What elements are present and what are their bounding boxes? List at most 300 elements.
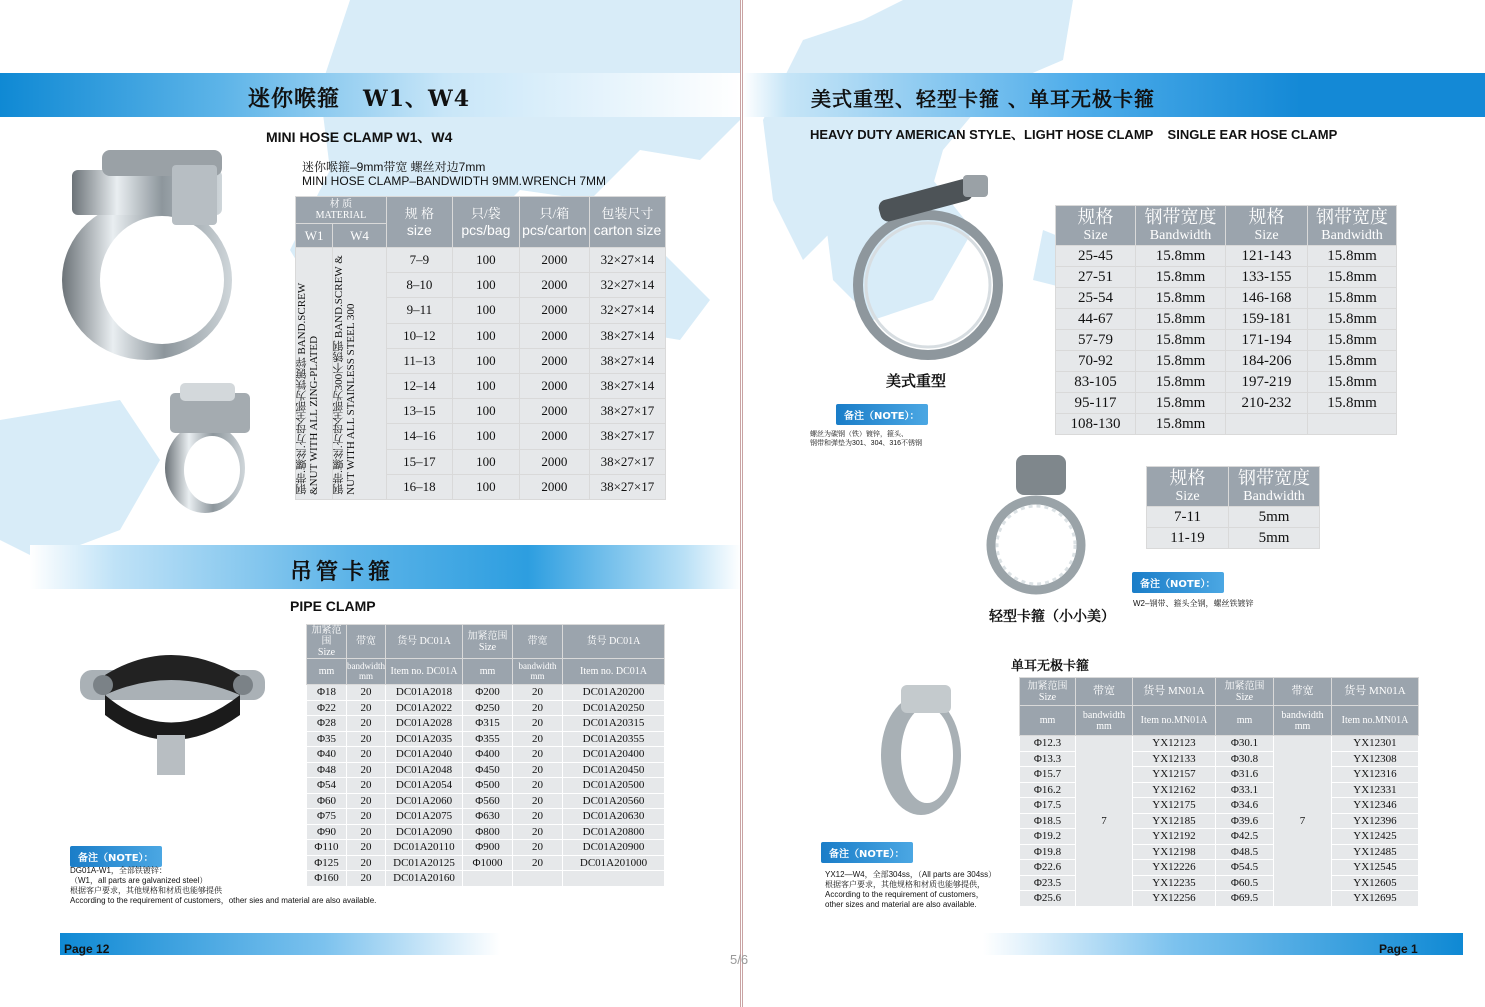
table-row — [307, 731, 665, 747]
table-row — [1056, 309, 1397, 330]
table-cell: 8–10 — [386, 273, 452, 298]
table-cell: 20 — [347, 855, 386, 871]
table-cell: 20 — [347, 871, 386, 887]
table-cell: Φ39.6 — [1216, 813, 1274, 829]
pipe-clamp-image — [75, 640, 270, 780]
table-cell: 20 — [513, 855, 563, 871]
w1-material-text: 钢带.螺丝.方母全部为铁镀锌 BAND.SCREW &NUT WITH ALL ZING-PLATED — [296, 283, 320, 495]
table-cell: Φ17.5 — [1020, 798, 1076, 814]
table-cell: YX12485 — [1332, 844, 1419, 860]
table-cell: 15.8mm — [1136, 267, 1226, 288]
table-row — [307, 700, 665, 716]
table-row — [307, 793, 665, 809]
table-cell: 20 — [347, 824, 386, 840]
table-cell: 121-143 — [1226, 246, 1308, 267]
table-cell: 32×27×14 — [589, 273, 665, 298]
table-cell: 100 — [452, 399, 519, 424]
table-cell: 15.8mm — [1308, 267, 1397, 288]
table-row — [307, 747, 665, 763]
header-pcs-carton: 只/箱 pcs/carton — [519, 197, 589, 248]
note2-label: 备注（NOTE）： — [1132, 572, 1224, 593]
heavy-duty-table — [1055, 205, 1397, 435]
table-cell: 2000 — [519, 273, 589, 298]
table-cell: Φ42.5 — [1216, 829, 1274, 845]
single-ear-title: 单耳无极卡箍 — [1011, 659, 1090, 674]
h-band-2: 带宽 — [1274, 678, 1332, 706]
table-cell: 5mm — [1229, 507, 1320, 528]
table-cell: Φ315 — [463, 716, 513, 732]
pipe-clamp-title: 吊管卡箍 — [290, 559, 395, 585]
h-range-2: 加紧范围 Size — [463, 625, 513, 659]
table-cell: 83-105 — [1056, 372, 1136, 393]
h-item-2: 货号 DC01A — [563, 625, 665, 659]
table-cell: DC01A2054 — [386, 778, 463, 794]
table-cell: 38×27×14 — [589, 348, 665, 373]
header-w4: W4 — [333, 224, 387, 248]
pipe-clamp-table — [306, 624, 665, 887]
table-cell: DC01A2075 — [386, 809, 463, 825]
table-cell: YX12605 — [1332, 875, 1419, 891]
table-cell: 10–12 — [386, 323, 452, 348]
table-cell: 15.8mm — [1136, 372, 1226, 393]
table-cell: Φ400 — [463, 747, 513, 763]
table-cell: 100 — [452, 474, 519, 499]
header-size: 规 格 size — [386, 197, 452, 248]
table-cell: 2000 — [519, 298, 589, 323]
light-clamp-caption: 轻型卡箍（小小美） — [989, 609, 1115, 625]
table-cell: YX12695 — [1332, 891, 1419, 907]
table-cell: 20 — [513, 840, 563, 856]
h-band: 带宽 — [1076, 678, 1133, 706]
table-cell: 15.8mm — [1308, 372, 1397, 393]
table-cell: YX12396 — [1332, 813, 1419, 829]
table-cell: 146-168 — [1226, 288, 1308, 309]
table-cell: 15.8mm — [1136, 288, 1226, 309]
single-ear-clamp-image — [871, 680, 966, 820]
table-cell: 2000 — [519, 399, 589, 424]
table-cell: YX12545 — [1332, 860, 1419, 876]
table-cell: 100 — [452, 348, 519, 373]
h-bw: bandwidth mm — [347, 659, 386, 685]
table-cell: Φ30.8 — [1216, 751, 1274, 767]
table-cell: 171-194 — [1226, 330, 1308, 351]
table-cell: 100 — [452, 298, 519, 323]
h-bw-2: bandwidth mm — [1274, 706, 1332, 736]
page-indicator: 5/6 — [730, 952, 749, 967]
note1-label: 备注（NOTE）： — [836, 404, 928, 425]
table-cell: Φ33.1 — [1216, 782, 1274, 798]
table-cell: Φ31.6 — [1216, 767, 1274, 783]
table-cell: 20 — [513, 793, 563, 809]
table-cell: 100 — [452, 248, 519, 273]
table-cell: DC01A20900 — [563, 840, 665, 856]
page-title: 美式重型、轻型卡箍 、单耳无极卡箍 — [811, 87, 1155, 111]
note2-text: W2–钢带、箍头全钢，螺丝铁镀锌 — [1133, 599, 1254, 608]
table-cell: DC01A20125 — [386, 855, 463, 871]
table-cell — [563, 871, 665, 887]
table-cell: 20 — [513, 700, 563, 716]
table-cell: YX12425 — [1332, 829, 1419, 845]
table-cell: 32×27×14 — [589, 248, 665, 273]
table-cell: YX12226 — [1133, 860, 1216, 876]
table-cell: 2000 — [519, 373, 589, 398]
table-cell: 32×27×14 — [589, 298, 665, 323]
table-cell: Φ900 — [463, 840, 513, 856]
table-cell: 100 — [452, 323, 519, 348]
table-cell: 38×27×14 — [589, 373, 665, 398]
table-cell: Φ1000 — [463, 855, 513, 871]
table-cell: Φ16.2 — [1020, 782, 1076, 798]
table-cell: 15.8mm — [1136, 246, 1226, 267]
table-cell: 210-232 — [1226, 393, 1308, 414]
table-cell: DC01A20800 — [563, 824, 665, 840]
table-cell: 38×27×17 — [589, 424, 665, 449]
table-cell: 20 — [513, 685, 563, 701]
table-cell: 100 — [452, 424, 519, 449]
h-item: 货号 MN01A — [1133, 678, 1216, 706]
table-cell — [1226, 414, 1308, 435]
table-cell: YX12308 — [1332, 751, 1419, 767]
table-row — [1056, 246, 1397, 267]
table-cell: Φ25.6 — [1020, 891, 1076, 907]
table-cell: 20 — [513, 716, 563, 732]
table-cell: 15.8mm — [1136, 351, 1226, 372]
table-cell: DC01A2018 — [386, 685, 463, 701]
table-cell: 20 — [347, 793, 386, 809]
note-text: DG01A-W1，全部铁镀锌： （W1，all parts are galvanized steel） 根据客户要求，其他规格和材质也能够提供 According to the requirement of customers，other sies and material are also available. — [70, 866, 377, 905]
table-row — [307, 762, 665, 778]
table-cell — [463, 871, 513, 887]
table-cell: DC01A2048 — [386, 762, 463, 778]
h-bandwidth-2: 钢带宽度 Bandwidth — [1308, 206, 1397, 246]
table-row — [1147, 528, 1320, 549]
table-cell: 20 — [347, 762, 386, 778]
h-item: 货号 DC01A — [386, 625, 463, 659]
table-cell: 15.8mm — [1308, 351, 1397, 372]
table-cell: DC01A20200 — [563, 685, 665, 701]
table-cell: DC01A201000 — [563, 855, 665, 871]
h-item-en: Item no. DC01A — [386, 659, 463, 685]
table-cell: 100 — [452, 449, 519, 474]
heavy-duty-clamp-image — [853, 175, 1003, 365]
table-cell: 15.8mm — [1136, 330, 1226, 351]
w1-material-cell — [296, 248, 333, 500]
table-cell: 44-67 — [1056, 309, 1136, 330]
table-cell: Φ500 — [463, 778, 513, 794]
table-cell: 20 — [513, 778, 563, 794]
table-cell: Φ200 — [463, 685, 513, 701]
table-cell: 20 — [513, 747, 563, 763]
table-cell: 2000 — [519, 348, 589, 373]
table-cell: 20 — [347, 716, 386, 732]
table-cell: Φ90 — [307, 824, 347, 840]
table-cell: 16–18 — [386, 474, 452, 499]
table-cell: Φ355 — [463, 731, 513, 747]
table-cell: 20 — [513, 824, 563, 840]
table-cell: Φ60 — [307, 793, 347, 809]
right-page — [742, 0, 1485, 1007]
pipe-clamp-subtitle: PIPE CLAMP — [290, 598, 376, 614]
note-label: 备注（NOTE）： — [70, 846, 162, 867]
h-range-2: 加紧范围 Size — [1216, 678, 1274, 706]
table-cell: DC01A20110 — [386, 840, 463, 856]
table-cell: Φ250 — [463, 700, 513, 716]
table-cell: Φ22.6 — [1020, 860, 1076, 876]
table-cell: DC01A2090 — [386, 824, 463, 840]
table-cell: 20 — [347, 747, 386, 763]
table-cell: 15.8mm — [1308, 246, 1397, 267]
table-cell: Φ13.3 — [1020, 751, 1076, 767]
table-row — [307, 716, 665, 732]
h-item-en-2: Item no.MN01A — [1332, 706, 1419, 736]
note3-text: YX12—W4，全部304ss，（All parts are 304ss） 根据客户要求，其他规格和材质也能够提供， According to the requirement of customers， other sizes and material are also available. — [825, 870, 997, 909]
h-size: 规格 Size — [1056, 206, 1136, 246]
table-cell: Φ69.5 — [1216, 891, 1274, 907]
table-cell: 20 — [347, 700, 386, 716]
left-page — [0, 0, 741, 1007]
table-row — [1056, 267, 1397, 288]
table-cell: 133-155 — [1226, 267, 1308, 288]
table-cell: YX12192 — [1133, 829, 1216, 845]
table-cell: 20 — [347, 809, 386, 825]
table-row — [307, 840, 665, 856]
table-cell: 20 — [347, 685, 386, 701]
table-cell: Φ48.5 — [1216, 844, 1274, 860]
table-cell: 20 — [347, 840, 386, 856]
table-row — [307, 685, 665, 701]
header-w1: W1 — [296, 224, 333, 248]
table-cell: DC01A2028 — [386, 716, 463, 732]
h-band-2: 带宽 — [513, 625, 563, 659]
table-cell: YX12175 — [1133, 798, 1216, 814]
header-pcs-bag: 只/袋 pcs/bag — [452, 197, 519, 248]
table-cell: 14–16 — [386, 424, 452, 449]
table-cell: Φ30.1 — [1216, 736, 1274, 752]
table-cell: YX12198 — [1133, 844, 1216, 860]
h-bandwidth: 钢带宽度 Bandwidth — [1136, 206, 1226, 246]
table-cell: DC01A20355 — [563, 731, 665, 747]
h-mm: mm — [1020, 706, 1076, 736]
table-cell: DC01A2060 — [386, 793, 463, 809]
table-cell: 25-54 — [1056, 288, 1136, 309]
h-item-en: Item no.MN01A — [1133, 706, 1216, 736]
table-cell: 20 — [513, 809, 563, 825]
h-bandwidth: 钢带宽度 Bandwidth — [1229, 467, 1320, 507]
table-cell: 20 — [513, 762, 563, 778]
table-cell: Φ630 — [463, 809, 513, 825]
note3-label: 备注（NOTE）： — [821, 842, 913, 863]
table-cell — [513, 871, 563, 887]
table-cell: Φ54.5 — [1216, 860, 1274, 876]
table-row — [1056, 351, 1397, 372]
table-cell: YX12316 — [1332, 767, 1419, 783]
table-cell: Φ28 — [307, 716, 347, 732]
footer-bar — [60, 933, 500, 955]
table-cell: 95-117 — [1056, 393, 1136, 414]
table-cell: DC01A2035 — [386, 731, 463, 747]
table-cell: 20 — [347, 731, 386, 747]
table-cell: Φ160 — [307, 871, 347, 887]
table-cell: Φ22 — [307, 700, 347, 716]
table-cell: 11–13 — [386, 348, 452, 373]
table-cell: 20 — [347, 778, 386, 794]
table-cell: Φ40 — [307, 747, 347, 763]
table-cell: YX12301 — [1332, 736, 1419, 752]
h-mm: mm — [307, 659, 347, 685]
table-cell: 197-219 — [1226, 372, 1308, 393]
table-cell: DC01A20160 — [386, 871, 463, 887]
description-en: MINI HOSE CLAMP–BANDWIDTH 9MM.WRENCH 7MM — [302, 174, 607, 188]
table-row — [1056, 414, 1397, 435]
table-row — [307, 778, 665, 794]
mini-hose-clamp-image — [52, 140, 252, 370]
table-cell: 70-92 — [1056, 351, 1136, 372]
table-cell: Φ18 — [307, 685, 347, 701]
single-ear-table — [1019, 677, 1419, 907]
h-range: 加紧范围 Size — [1020, 678, 1076, 706]
page-title: 迷你喉箍 W1、W4 — [248, 86, 471, 112]
mini-clamp-table — [295, 196, 666, 500]
table-cell: 2000 — [519, 248, 589, 273]
subtitle: MINI HOSE CLAMP W1、W4 — [266, 129, 453, 145]
h-bw: bandwidth mm — [1076, 706, 1133, 736]
table-cell: DC01A2040 — [386, 747, 463, 763]
table-cell: Φ15.7 — [1020, 767, 1076, 783]
light-clamp-table — [1146, 466, 1320, 549]
h-range: 加紧范围 Size — [307, 625, 347, 659]
table-cell: 2000 — [519, 323, 589, 348]
heavy-duty-caption: 美式重型 — [886, 372, 947, 390]
table-cell: Φ450 — [463, 762, 513, 778]
table-cell: Φ110 — [307, 840, 347, 856]
table-cell: DC01A20250 — [563, 700, 665, 716]
table-cell: YX12235 — [1133, 875, 1216, 891]
table-cell: 9–11 — [386, 298, 452, 323]
table-cell: 7-11 — [1147, 507, 1229, 528]
table-cell: 2000 — [519, 424, 589, 449]
w4-material-text: 钢带.螺丝.方母全部为300不锈钢 BAND.SCREW & NUT WITH ALL STAINLESS STEEL 300 — [333, 255, 358, 495]
description-cn: 迷你喉箍–9mm带宽 螺丝对边7mm — [302, 160, 486, 174]
table-row — [1147, 507, 1320, 528]
table-cell: 27-51 — [1056, 267, 1136, 288]
table-cell: 15.8mm — [1308, 330, 1397, 351]
table-row — [296, 248, 666, 273]
table-cell: Φ60.5 — [1216, 875, 1274, 891]
table-row — [1056, 393, 1397, 414]
table-cell: DC01A2022 — [386, 700, 463, 716]
table-cell: 11-19 — [1147, 528, 1229, 549]
h-mm-2: mm — [463, 659, 513, 685]
table-cell: Φ23.5 — [1020, 875, 1076, 891]
page-number: Page 12 — [64, 942, 110, 956]
h-band: 带宽 — [347, 625, 386, 659]
mini-hose-clamp-small-image — [160, 378, 255, 518]
table-cell: YX12256 — [1133, 891, 1216, 907]
bandwidth-cell: 7 — [1076, 736, 1133, 907]
table-cell: Φ18.5 — [1020, 813, 1076, 829]
table-cell: Φ35 — [307, 731, 347, 747]
table-cell: 100 — [452, 373, 519, 398]
table-row — [1056, 288, 1397, 309]
table-cell: 20 — [513, 731, 563, 747]
h-item-2: 货号 MN01A — [1332, 678, 1419, 706]
header-carton-size: 包装尺寸 carton size — [589, 197, 665, 248]
h-size: 规格 Size — [1147, 467, 1229, 507]
table-row — [307, 809, 665, 825]
note1-text: 螺丝为碳钢（铁）镀锌，箍头、 钢带和弹垫为301、304、316不锈钢 — [810, 431, 923, 447]
table-cell: 108-130 — [1056, 414, 1136, 435]
table-cell: DC01A20315 — [563, 716, 665, 732]
table-cell: YX12346 — [1332, 798, 1419, 814]
table-cell: YX12133 — [1133, 751, 1216, 767]
page-number: Page 1 — [1379, 942, 1418, 956]
table-cell: Φ19.2 — [1020, 829, 1076, 845]
header-material: 材 质 MATERIAL — [296, 197, 387, 224]
table-cell: 2000 — [519, 449, 589, 474]
table-cell: 5mm — [1229, 528, 1320, 549]
bandwidth-cell: 7 — [1274, 736, 1332, 907]
light-clamp-image — [981, 450, 1091, 600]
table-cell: DC01A20500 — [563, 778, 665, 794]
table-row — [1056, 372, 1397, 393]
table-cell: 15.8mm — [1136, 393, 1226, 414]
table-cell: YX12162 — [1133, 782, 1216, 798]
table-cell: DC01A20450 — [563, 762, 665, 778]
h-size-2: 规格 Size — [1226, 206, 1308, 246]
table-cell: 38×27×17 — [589, 399, 665, 424]
table-cell: 12–14 — [386, 373, 452, 398]
table-cell: Φ54 — [307, 778, 347, 794]
table-cell: DC01A20560 — [563, 793, 665, 809]
table-cell: Φ800 — [463, 824, 513, 840]
table-cell — [1308, 414, 1397, 435]
table-cell: 7–9 — [386, 248, 452, 273]
table-cell: 38×27×17 — [589, 474, 665, 499]
table-cell: DC01A20630 — [563, 809, 665, 825]
table-cell: 15.8mm — [1136, 309, 1226, 330]
table-cell: 159-181 — [1226, 309, 1308, 330]
table-cell: Φ19.8 — [1020, 844, 1076, 860]
table-row — [1056, 330, 1397, 351]
table-cell: YX12157 — [1133, 767, 1216, 783]
table-cell: YX12123 — [1133, 736, 1216, 752]
table-cell: Φ125 — [307, 855, 347, 871]
subtitle: HEAVY DUTY AMERICAN STYLE、LIGHT HOSE CLAMP SINGLE EAR HOSE CLAMP — [810, 127, 1338, 142]
table-cell: 25-45 — [1056, 246, 1136, 267]
table-cell: 15.8mm — [1136, 414, 1226, 435]
table-cell: 2000 — [519, 474, 589, 499]
table-cell: Φ34.6 — [1216, 798, 1274, 814]
table-cell: Φ12.3 — [1020, 736, 1076, 752]
table-cell: 15.8mm — [1308, 393, 1397, 414]
table-cell: 184-206 — [1226, 351, 1308, 372]
table-cell: Φ75 — [307, 809, 347, 825]
table-cell: 38×27×17 — [589, 449, 665, 474]
table-row — [1020, 736, 1419, 752]
table-cell: 15–17 — [386, 449, 452, 474]
table-cell: DC01A20400 — [563, 747, 665, 763]
w4-material-cell — [333, 248, 387, 500]
table-cell: 57-79 — [1056, 330, 1136, 351]
table-cell: 15.8mm — [1308, 309, 1397, 330]
table-row — [307, 824, 665, 840]
table-cell: YX12185 — [1133, 813, 1216, 829]
h-mm-2: mm — [1216, 706, 1274, 736]
table-cell: Φ48 — [307, 762, 347, 778]
table-cell: 13–15 — [386, 399, 452, 424]
table-cell: YX12331 — [1332, 782, 1419, 798]
table-cell: Φ560 — [463, 793, 513, 809]
